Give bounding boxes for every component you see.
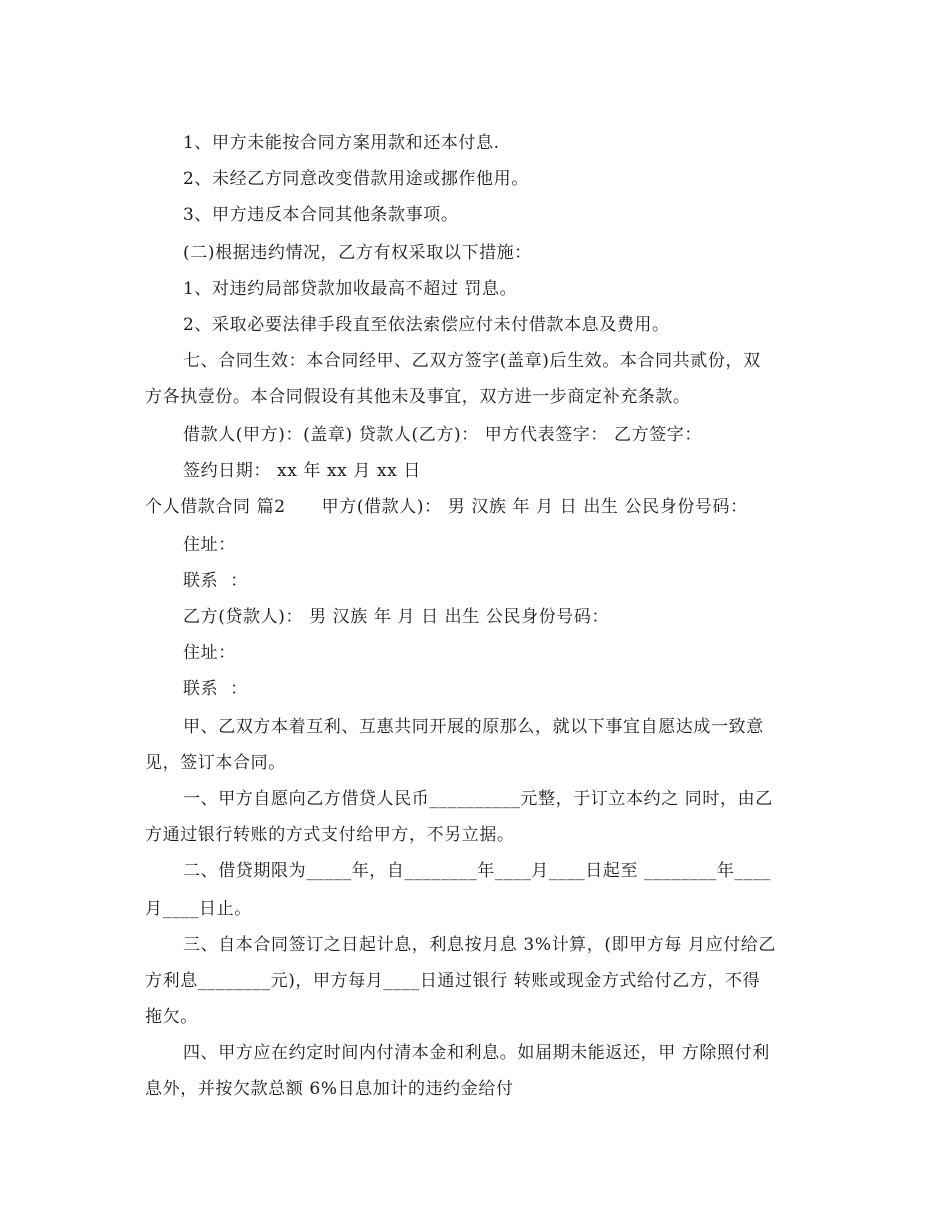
clause-line: 二、借贷期限为_____年，自________年____月____日起至 ________年____ (183, 861, 771, 881)
clause-line: 拖欠。 (145, 1007, 198, 1027)
clause-line: 三、自本合同签订之日起计息，利息按月息 3%计算，(即甲方每 月应付给乙 (183, 935, 777, 955)
clause-line: 方通过银行转账的方式支付给甲方，不另立据。 (145, 825, 515, 845)
clause-line: 2、采取必要法律手段直至依法索偿应付未付借款本息及费用。 (183, 315, 670, 335)
clause-line: 七、合同生效：本合同经甲、乙双方签字(盖章)后生效。本合同共贰份，双 (183, 351, 761, 371)
clause-line: 1、甲方未能按合同方案用款和还本付息. (183, 133, 500, 153)
clause-line: (二)根据违约情况，乙方有权采取以下措施： (183, 243, 532, 263)
clause-line: 月____日止。 (145, 899, 252, 919)
signature-line: 借款人(甲方)：(盖章) 贷款人(乙方)： 甲方代表签字： 乙方签字： (183, 425, 703, 445)
clause-line: 方利息________元)，甲方每月____日通过银行 转账或现金方式给付乙方，不得 (145, 971, 761, 991)
signing-date: 签约日期： xx 年 xx 月 xx 日 (183, 461, 421, 481)
section-heading-line: 个人借款合同 篇2 甲方(借款人)： 男 汉族 年 月 日 出生 公民身份号码： (145, 497, 748, 517)
clause-line: 方各执壹份。本合同假设有其他未及事宜，双方进一步商定补充条款。 (145, 387, 691, 407)
party-field: 联系 ： (183, 571, 248, 591)
party-field: 联系 ： (183, 679, 248, 699)
clause-line: 四、甲方应在约定时间内付清本金和利息。如届期未能返还，甲 方除照付利 (183, 1043, 770, 1063)
clause-line: 息外，并按欠款总额 6%日息加计的违约金给付 (145, 1079, 514, 1099)
clause-line: 一、甲方自愿向乙方借贷人民币__________元整，于订立本约之 同时，由乙 (183, 789, 773, 809)
clause-line: 甲、乙双方本着互利、互惠共同开展的原那么，就以下事宜自愿达成一致意 (183, 717, 764, 737)
party-field: 住址： (183, 535, 236, 555)
clause-line: 1、对违约局部贷款加收最高不超过 罚息。 (183, 279, 518, 299)
clause-line: 见，签订本合同。 (145, 753, 286, 773)
clause-line: 3、甲方违反本合同其他条款事项。 (183, 205, 459, 225)
clause-line: 2、未经乙方同意改变借款用途或挪作他用。 (183, 169, 529, 189)
party-field: 乙方(贷款人)： 男 汉族 年 月 日 出生 公民身份号码： (183, 607, 610, 627)
party-field: 住址： (183, 643, 236, 663)
